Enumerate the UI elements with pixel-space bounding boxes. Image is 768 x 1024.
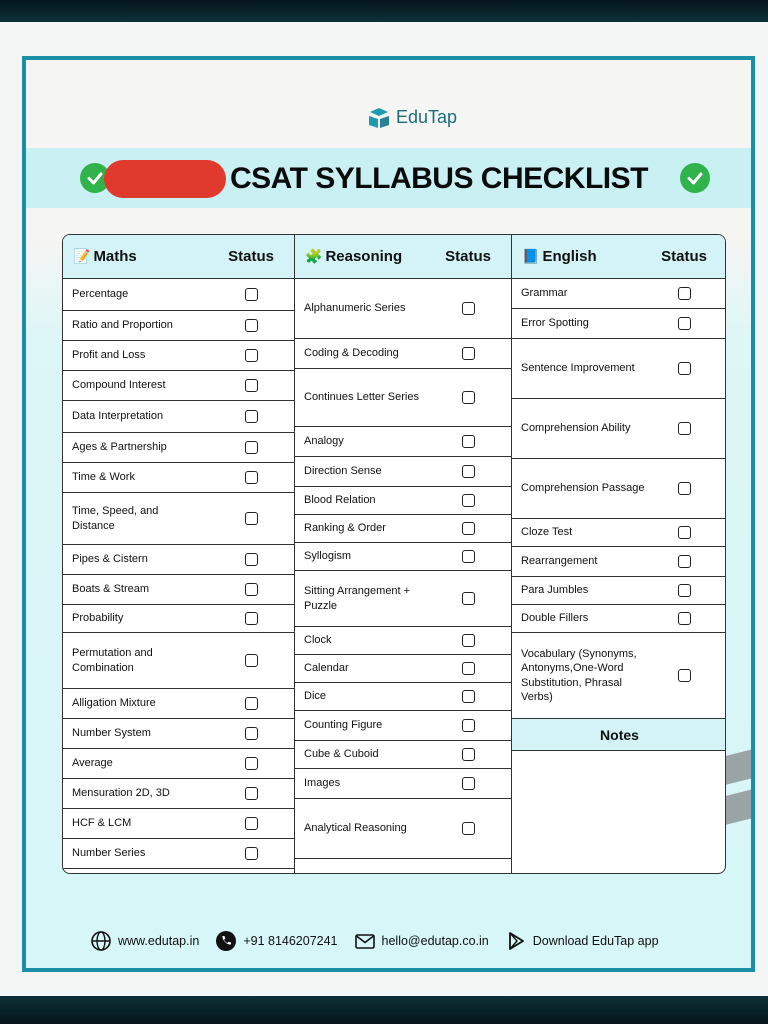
reasoning-topic-label: Sitting Arrangement + Puzzle (304, 585, 411, 612)
status-checkbox[interactable] (462, 302, 475, 315)
syllabus-table (62, 234, 726, 874)
maths-row (63, 719, 294, 749)
reasoning-row (295, 339, 511, 369)
bottom-edge-band (0, 996, 768, 1024)
status-checkbox[interactable] (462, 465, 475, 478)
reasoning-topic-label: Direction Sense (304, 465, 382, 478)
maths-header (63, 235, 294, 279)
english-topic-label: Sentence Improvement (521, 362, 635, 375)
reasoning-header (295, 235, 511, 279)
reasoning-topic-label: Blood Relation (304, 494, 376, 507)
edutap-logo-icon (366, 104, 392, 130)
maths-topic-label: Alligation Mixture (72, 697, 156, 710)
maths-topic-label: Time & Work (72, 471, 135, 484)
email-link[interactable] (354, 930, 489, 952)
reasoning-row (295, 655, 511, 683)
phone-link[interactable] (215, 930, 337, 952)
email-text: hello@edutap.co.in (381, 934, 489, 948)
phone-text: +91 8146207241 (243, 934, 338, 948)
status-checkbox[interactable] (678, 362, 691, 375)
maths-topic-label: Number System (72, 727, 151, 740)
maths-topic-label: Data Interpretation (72, 410, 164, 423)
reasoning-row (295, 741, 511, 769)
website-text: www.edutap.in (118, 934, 200, 948)
maths-topic-label: Compound Interest (72, 379, 166, 392)
status-checkbox[interactable] (462, 391, 475, 404)
maths-topic-label: Probability (72, 612, 124, 625)
reasoning-topic-label: Syllogism (304, 550, 352, 563)
status-checkbox[interactable] (245, 727, 258, 740)
status-checkbox[interactable] (245, 757, 258, 770)
english-topic-label: Grammar (521, 287, 568, 300)
maths-row (63, 575, 294, 605)
maths-topic-label: Percentage (72, 288, 129, 301)
download-text: Download EduTap app (532, 934, 659, 948)
maths-row (63, 633, 294, 689)
maths-topic-label: Ages & Partnership (72, 441, 167, 454)
reasoning-row (295, 515, 511, 543)
status-checkbox[interactable] (245, 288, 258, 301)
status-checkbox[interactable] (462, 748, 475, 761)
english-row (512, 459, 726, 519)
edutap-logo (366, 102, 457, 132)
reasoning-row (295, 543, 511, 571)
maths-row (63, 311, 294, 341)
maths-row (63, 493, 294, 545)
maths-topic-label: Pipes & Cistern (72, 553, 148, 566)
english-row (512, 519, 726, 547)
reasoning-status-label: Status (445, 248, 491, 265)
maths-topic-label: Average (72, 757, 113, 770)
status-checkbox[interactable] (245, 349, 258, 362)
reasoning-topic-label: Coding & Decoding (304, 347, 399, 360)
status-checkbox[interactable] (462, 690, 475, 703)
status-checkbox[interactable] (678, 584, 691, 597)
english-column (512, 235, 726, 874)
english-row (512, 577, 726, 605)
reasoning-heading: Reasoning (325, 248, 403, 265)
status-checkbox[interactable] (678, 317, 691, 330)
page-title: CSAT SYLLABUS CHECKLIST (230, 162, 648, 195)
status-checkbox[interactable] (678, 555, 691, 568)
maths-row (63, 433, 294, 463)
status-checkbox[interactable] (462, 592, 475, 605)
status-checkbox[interactable] (245, 583, 258, 596)
status-checkbox[interactable] (462, 435, 475, 448)
website-link[interactable] (90, 930, 199, 952)
download-app-link[interactable] (505, 930, 659, 952)
status-checkbox[interactable] (245, 441, 258, 454)
reasoning-topic-label: Dice (304, 690, 327, 703)
status-checkbox[interactable] (462, 634, 475, 647)
status-checkbox[interactable] (245, 654, 258, 667)
reasoning-row (295, 711, 511, 741)
reasoning-row (295, 627, 511, 655)
status-checkbox[interactable] (245, 471, 258, 484)
maths-row (63, 839, 294, 869)
english-topic-label: Vocabulary (Synonyms, Antonyms,One-Word Substitution, Phrasal Verbs) (521, 647, 637, 703)
english-topic-label: Comprehension Passage (521, 482, 645, 495)
status-checkbox[interactable] (462, 719, 475, 732)
check-badge-icon (680, 163, 710, 193)
maths-row (63, 749, 294, 779)
maths-status-label: Status (228, 248, 274, 265)
status-checkbox[interactable] (245, 817, 258, 830)
english-row (512, 633, 726, 719)
reasoning-column (295, 235, 512, 874)
puzzle-icon: 🧩 (305, 248, 323, 264)
checklist-sheet (22, 56, 755, 972)
redaction-block (104, 160, 226, 198)
maths-topic-label: Number Series (72, 847, 146, 860)
reasoning-topic-label: Cube & Cuboid (304, 748, 379, 761)
english-row (512, 605, 726, 633)
reasoning-row (295, 427, 511, 457)
english-topic-label: Para Jumbles (521, 584, 589, 597)
reasoning-row (295, 799, 511, 859)
status-checkbox[interactable] (245, 553, 258, 566)
reasoning-topic-label: Calendar (304, 662, 349, 675)
english-topic-label: Error Spotting (521, 317, 589, 330)
english-row (512, 399, 726, 459)
english-status-label: Status (661, 248, 707, 265)
mail-icon (354, 930, 376, 952)
globe-icon (90, 930, 112, 952)
brand-name: EduTap (396, 106, 458, 127)
maths-topic-label: Ratio and Proportion (72, 319, 173, 332)
reasoning-row (295, 683, 511, 711)
memo-icon: 📝 (73, 248, 91, 264)
status-checkbox[interactable] (462, 777, 475, 790)
status-checkbox[interactable] (678, 669, 691, 682)
maths-row (63, 401, 294, 433)
status-checkbox[interactable] (678, 526, 691, 539)
notes-header: Notes (512, 719, 726, 751)
maths-topic-label: HCF & LCM (72, 817, 132, 830)
top-edge-band (0, 0, 768, 22)
status-checkbox[interactable] (245, 319, 258, 332)
reasoning-topic-label: Counting Figure (304, 719, 383, 732)
book-icon: 📘 (522, 248, 540, 264)
status-checkbox[interactable] (678, 612, 691, 625)
english-topic-label: Rearrangement (521, 555, 598, 568)
status-checkbox[interactable] (245, 512, 258, 525)
english-topic-label: Cloze Test (521, 526, 573, 539)
reasoning-topic-label: Analytical Reasoning (304, 822, 407, 835)
status-checkbox[interactable] (462, 522, 475, 535)
reasoning-row (295, 487, 511, 515)
maths-topic-label: Time, Speed, and Distance (72, 505, 159, 532)
english-row (512, 547, 726, 577)
reasoning-row (295, 769, 511, 799)
status-checkbox[interactable] (245, 410, 258, 423)
reasoning-row (295, 369, 511, 427)
status-checkbox[interactable] (245, 847, 258, 860)
maths-row (63, 605, 294, 633)
maths-row (63, 779, 294, 809)
english-heading: English (542, 248, 597, 265)
english-row (512, 339, 726, 399)
english-topic-label: Comprehension Ability (521, 422, 631, 435)
status-checkbox[interactable] (678, 422, 691, 435)
reasoning-topic-label: Alphanumeric Series (304, 302, 406, 315)
maths-topic-label: Boats & Stream (72, 583, 150, 596)
reasoning-topic-label: Continues Letter Series (304, 391, 419, 404)
maths-topic-label: Mensuration 2D, 3D (72, 787, 170, 800)
play-store-icon (505, 930, 527, 952)
maths-row (63, 341, 294, 371)
reasoning-row (295, 457, 511, 487)
english-topic-label: Double Fillers (521, 612, 589, 625)
reasoning-row (295, 571, 511, 627)
english-row (512, 279, 726, 309)
maths-column (63, 235, 295, 874)
maths-row (63, 463, 294, 493)
reasoning-topic-label: Clock (304, 634, 332, 647)
footer (90, 926, 659, 956)
status-checkbox[interactable] (462, 550, 475, 563)
maths-topic-label: Permutation and Combination (72, 647, 153, 674)
maths-row (63, 545, 294, 575)
status-checkbox[interactable] (245, 787, 258, 800)
status-checkbox[interactable] (462, 822, 475, 835)
status-checkbox[interactable] (245, 612, 258, 625)
status-checkbox[interactable] (245, 379, 258, 392)
status-checkbox[interactable] (678, 482, 691, 495)
status-checkbox[interactable] (462, 494, 475, 507)
maths-row (63, 809, 294, 839)
reasoning-topic-label: Ranking & Order (304, 522, 386, 535)
status-checkbox[interactable] (462, 662, 475, 675)
english-header (512, 235, 726, 279)
status-checkbox[interactable] (678, 287, 691, 300)
reasoning-row (295, 279, 511, 339)
status-checkbox[interactable] (245, 697, 258, 710)
reasoning-topic-label: Images (304, 777, 341, 790)
maths-topic-label: Profit and Loss (72, 349, 146, 362)
english-row (512, 309, 726, 339)
maths-row (63, 371, 294, 401)
maths-row (63, 689, 294, 719)
phone-icon (215, 930, 237, 952)
maths-heading: Maths (93, 248, 137, 265)
maths-row (63, 279, 294, 311)
status-checkbox[interactable] (462, 347, 475, 360)
reasoning-topic-label: Analogy (304, 435, 344, 448)
